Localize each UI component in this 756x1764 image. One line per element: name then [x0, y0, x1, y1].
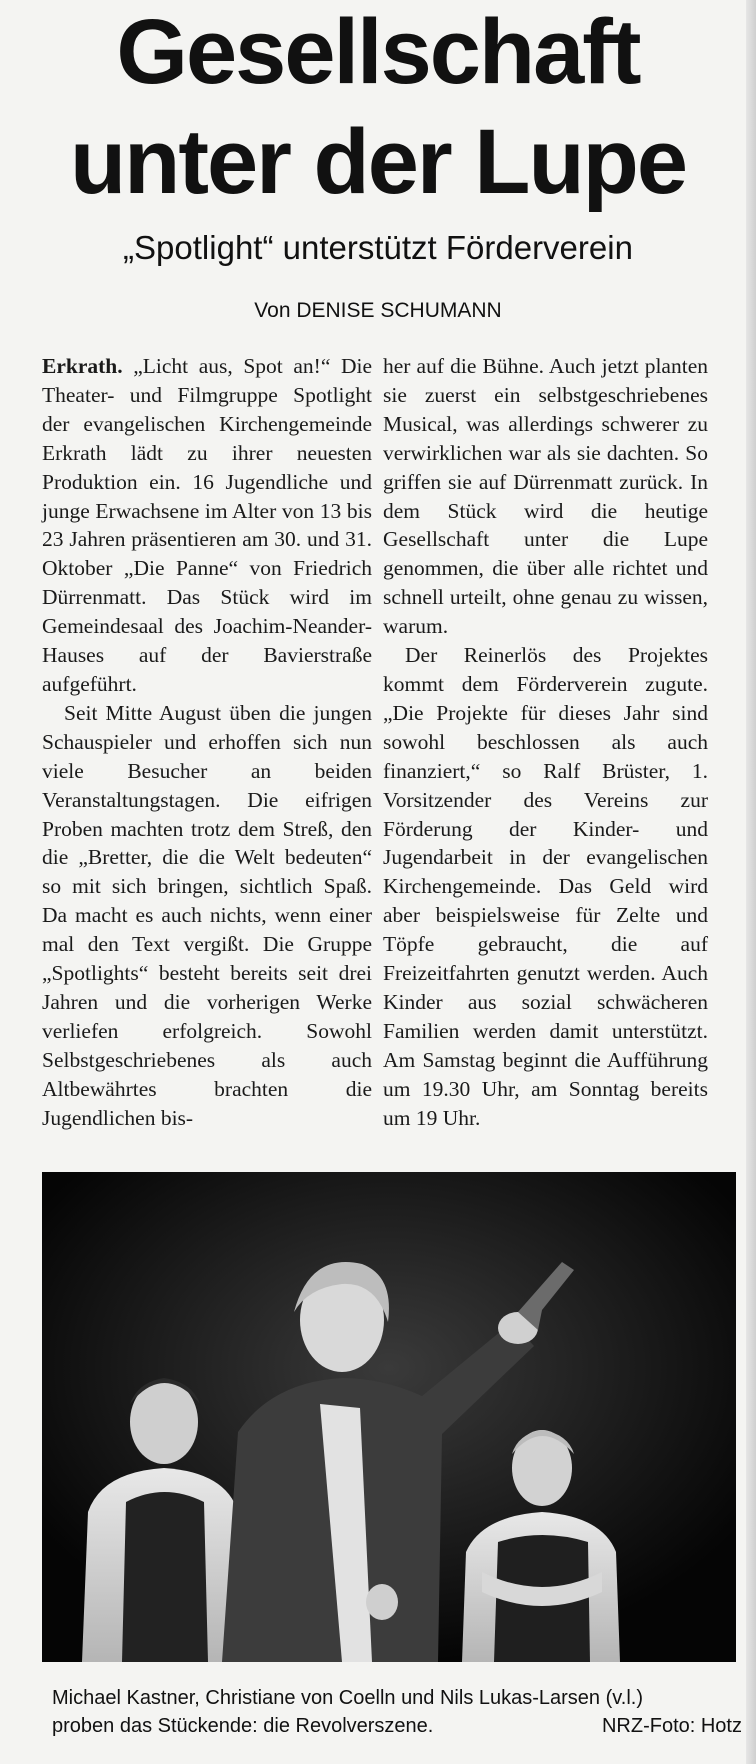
article-column-left — [42, 352, 372, 1132]
paragraph-2: Seit Mitte August üben die jungen Schauspieler und erhoffen sich nun viele Besucher an beiden Veranstaltungstagen. Die eifrigen Proben machten trotz dem Streß, den die „Bretter, die die Welt bedeuten“ so mit sich bringen, sichtlich Spaß. Da macht es auch nichts, wenn einer mal den Text vergißt. Die Gruppe „Spotlights“ besteht bereits seit drei Jahren und die vorherigen Werke verliefen erfolgreich. Sowohl Selbstgeschriebenes als auch Altbewährtes brachten die Jugendlichen bis- — [42, 700, 372, 1130]
headline: Gesellschaft — [116, 1, 640, 103]
subheadline: „Spotlight“ unterstützt Förderverein — [123, 229, 633, 266]
photo-caption — [52, 1684, 742, 1740]
caption-line: proben das Stückende: die Revolverszene. — [52, 1715, 434, 1737]
rehearsal-scene-illustration — [42, 1172, 736, 1662]
article-photo — [42, 1172, 736, 1662]
photo-credit: NRZ-Foto: Hotz — [601, 1715, 742, 1737]
paragraph-3: her auf die Bühne. Auch jetzt planten sie zuerst ein selbstgeschriebenes Musical, was allerdings schwerer zu verwirklichen war als sie dachten. So griffen sie auf Dürrenmatt zurück. In dem Stück wird die heutige Gesellschaft unter die Lupe genommen, die über alle richtet und schnell urteilt, ohne genau zu wissen, warum. — [383, 354, 708, 639]
scan-edge — [746, 0, 756, 1764]
paragraph-4: Der Reinerlös des Projektes kommt dem Förderverein zugute. „Die Projekte für dieses Jahr sind sowohl beschlossen als auch finanziert,“ so Ralf Brüster, 1. Vorsitzender des Vereins zur Förderung der Kinder- und Jugendarbeit in der evangelischen Kirchengemeinde. Das Geld wird aber beispielsweise für Zelte und Töpfe gebraucht, die auf Freizeitfahrten genutzt werden. Auch Kinder aus sozial schwächeren Familien werden damit unterstützt. Am Samstag beginnt die Aufführung um 19.30 Uhr, am Sonntag bereits um 19 Uhr. — [383, 643, 708, 1130]
dateline: Erkrath. — [42, 354, 123, 378]
caption-line: Michael Kastner, Christiane von Coelln und Nils Lukas-Larsen (v.l.) — [52, 1687, 644, 1709]
paragraph-1 — [42, 352, 372, 699]
article-column-right — [383, 352, 708, 1132]
paragraph-text: „Licht aus, Spot an!“ Die Theater- und Filmgruppe Spotlight der evangelischen Kirchengemeinde Erkrath lädt zu ihrer neuesten Produktion ein. 16 Jugendliche und junge Erwachsene im Alter von 13 bis 23 Jahren präsentieren am 30. und 31. Oktober „Die Panne“ von Friedrich Dürrenmatt. Das Stück wird im Gemeindesaal des Joachim-Neander-Hauses auf der Bavierstraße aufgeführt. — [42, 354, 372, 696]
headline-second-line: unter der Lupe — [69, 111, 687, 213]
byline: Von DENISE SCHUMANN — [254, 299, 502, 322]
